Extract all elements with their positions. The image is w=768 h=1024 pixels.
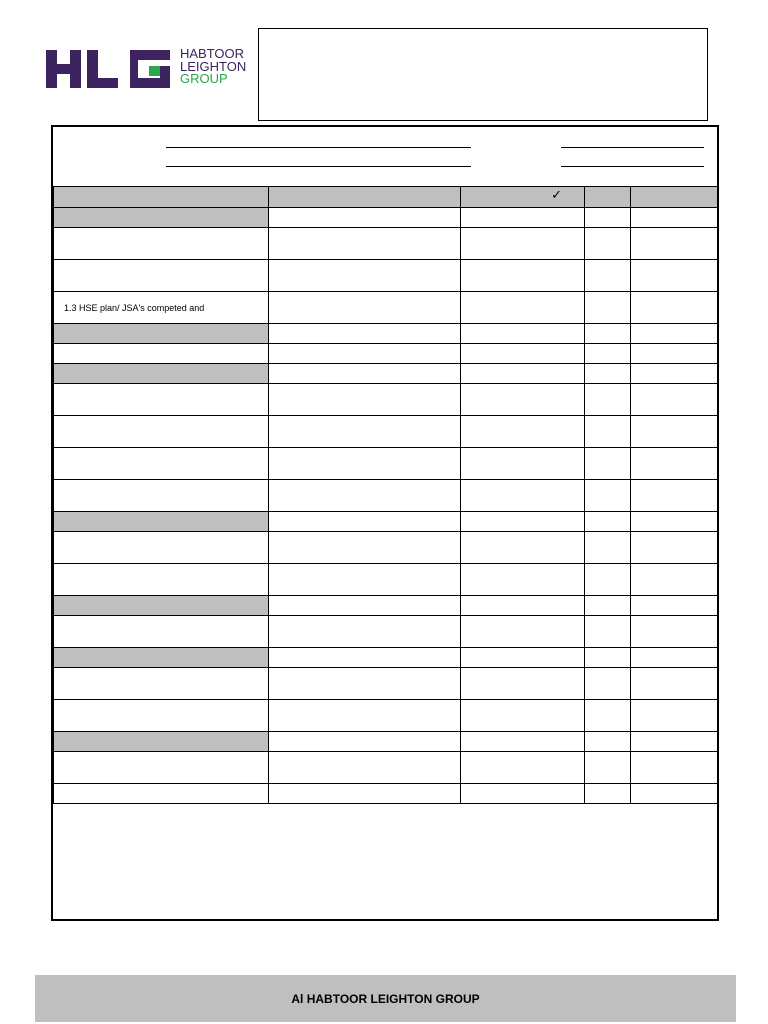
row-cell[interactable] <box>631 532 718 564</box>
table-row <box>54 784 718 804</box>
row-cell[interactable] <box>461 668 585 700</box>
row-label-cell <box>54 416 269 448</box>
row-cell[interactable] <box>269 732 461 752</box>
logo-line-2: LEIGHTON <box>180 58 247 74</box>
table-row <box>54 564 718 596</box>
row-cell[interactable] <box>585 260 631 292</box>
row-label-cell <box>54 596 269 616</box>
header-cell-item <box>54 187 269 208</box>
row-cell[interactable] <box>269 532 461 564</box>
row-cell[interactable] <box>631 480 718 512</box>
table-row <box>54 292 718 324</box>
row-label-cell <box>54 668 269 700</box>
row-cell[interactable] <box>631 648 718 668</box>
row-cell[interactable] <box>631 260 718 292</box>
row-label-cell <box>54 616 269 648</box>
row-cell[interactable] <box>585 480 631 512</box>
row-cell[interactable] <box>585 208 631 228</box>
row-cell[interactable] <box>631 784 718 804</box>
row-cell[interactable] <box>461 564 585 596</box>
row-cell[interactable] <box>269 564 461 596</box>
row-cell[interactable] <box>269 208 461 228</box>
row-cell[interactable] <box>269 344 461 364</box>
row-label <box>54 575 64 585</box>
row-cell[interactable] <box>631 448 718 480</box>
row-label-cell <box>54 480 269 512</box>
table-header-row <box>54 187 718 208</box>
row-cell[interactable] <box>461 480 585 512</box>
row-label-cell <box>54 228 269 260</box>
section-row <box>54 512 718 532</box>
row-label <box>54 491 64 501</box>
section-row <box>54 208 718 228</box>
row-cell[interactable] <box>631 700 718 732</box>
row-cell[interactable] <box>631 732 718 752</box>
row-cell[interactable] <box>631 292 718 324</box>
row-label-cell <box>54 512 269 532</box>
row-cell[interactable] <box>461 512 585 532</box>
row-cell[interactable] <box>585 668 631 700</box>
row-cell[interactable] <box>461 324 585 344</box>
row-cell[interactable] <box>461 384 585 416</box>
table-row <box>54 260 718 292</box>
table-row <box>54 532 718 564</box>
row-label-cell <box>54 732 269 752</box>
row-label <box>54 543 64 553</box>
row-label <box>54 737 64 747</box>
row-cell[interactable] <box>461 260 585 292</box>
table-row <box>54 616 718 648</box>
row-label: 1.3 HSE plan/ JSA's competed and <box>64 302 205 313</box>
row-cell[interactable] <box>585 616 631 648</box>
section-row <box>54 324 718 344</box>
row-label <box>54 711 64 721</box>
row-cell[interactable] <box>461 648 585 668</box>
section-row <box>54 732 718 752</box>
table-row <box>54 700 718 732</box>
row-cell[interactable] <box>269 480 461 512</box>
row-cell[interactable] <box>631 384 718 416</box>
row-cell[interactable] <box>269 700 461 732</box>
row-label-cell <box>54 700 269 732</box>
row-cell[interactable] <box>461 364 585 384</box>
row-cell[interactable] <box>269 416 461 448</box>
row-label <box>54 369 64 379</box>
footer-company-name: Al HABTOOR LEIGHTON GROUP <box>291 992 480 1006</box>
row-cell[interactable] <box>461 700 585 732</box>
row-label-cell <box>54 292 269 324</box>
form-field-line <box>166 166 471 167</box>
row-label-cell <box>54 752 269 784</box>
form-field-line <box>561 166 704 167</box>
section-row <box>54 364 718 384</box>
section-row <box>54 596 718 616</box>
row-cell[interactable] <box>269 292 461 324</box>
row-cell[interactable] <box>631 752 718 784</box>
row-label-cell <box>54 532 269 564</box>
row-cell[interactable] <box>585 384 631 416</box>
row-cell[interactable] <box>585 532 631 564</box>
row-label <box>54 459 64 469</box>
row-cell[interactable] <box>585 228 631 260</box>
row-cell[interactable] <box>461 532 585 564</box>
row-cell[interactable] <box>269 596 461 616</box>
row-cell[interactable] <box>585 648 631 668</box>
row-label-cell <box>54 648 269 668</box>
inspection-form <box>51 125 719 921</box>
row-cell[interactable] <box>269 512 461 532</box>
row-cell[interactable] <box>585 448 631 480</box>
row-cell[interactable] <box>461 208 585 228</box>
row-cell[interactable] <box>269 364 461 384</box>
row-cell[interactable] <box>461 732 585 752</box>
header-cell-check <box>461 187 585 208</box>
row-label-cell <box>54 260 269 292</box>
table-row <box>54 228 718 260</box>
row-cell[interactable] <box>585 292 631 324</box>
row-cell[interactable] <box>585 416 631 448</box>
row-label <box>54 239 64 249</box>
row-cell[interactable] <box>461 292 585 324</box>
row-label-cell <box>54 344 269 364</box>
row-cell[interactable] <box>631 344 718 364</box>
row-cell[interactable] <box>585 752 631 784</box>
row-label-cell <box>54 364 269 384</box>
document-title-box <box>258 28 708 121</box>
row-label <box>54 395 64 405</box>
row-label-cell <box>54 324 269 344</box>
row-cell[interactable] <box>269 784 461 804</box>
row-cell[interactable] <box>269 228 461 260</box>
row-cell[interactable] <box>269 616 461 648</box>
row-cell[interactable] <box>269 668 461 700</box>
row-label <box>54 601 64 611</box>
row-cell[interactable] <box>269 448 461 480</box>
row-label <box>54 349 64 359</box>
table-row <box>54 384 718 416</box>
row-cell[interactable] <box>631 416 718 448</box>
logo-line-1: HABTOOR <box>180 46 245 61</box>
form-field-line <box>166 147 471 148</box>
row-label <box>54 517 64 527</box>
row-label <box>54 213 64 223</box>
header-cell-remarks <box>631 187 718 208</box>
form-field-line <box>561 147 704 148</box>
row-cell[interactable] <box>631 364 718 384</box>
logo-line-3: GROUP <box>180 71 228 86</box>
table-row <box>54 480 718 512</box>
row-cell[interactable] <box>585 596 631 616</box>
row-cell[interactable] <box>631 668 718 700</box>
row-cell[interactable] <box>631 564 718 596</box>
row-label <box>54 763 64 773</box>
row-label-cell <box>54 384 269 416</box>
table-row <box>54 752 718 784</box>
row-cell[interactable] <box>461 228 585 260</box>
row-cell[interactable] <box>461 784 585 804</box>
checklist-table <box>53 186 718 804</box>
row-cell[interactable] <box>461 596 585 616</box>
row-cell[interactable] <box>461 752 585 784</box>
row-cell[interactable] <box>585 784 631 804</box>
row-cell[interactable] <box>585 700 631 732</box>
table-row <box>54 416 718 448</box>
row-label-cell <box>54 208 269 228</box>
row-cell[interactable] <box>585 324 631 344</box>
table-row <box>54 668 718 700</box>
row-cell[interactable] <box>585 564 631 596</box>
row-label <box>54 679 64 689</box>
row-label-cell <box>54 784 269 804</box>
checkmark-icon: ✓ <box>551 187 562 202</box>
row-cell[interactable] <box>631 208 718 228</box>
row-cell[interactable] <box>631 512 718 532</box>
row-cell[interactable] <box>631 324 718 344</box>
row-label-cell <box>54 448 269 480</box>
row-label-cell <box>54 564 269 596</box>
logo-wordmark <box>180 48 246 86</box>
footer-bar <box>35 975 736 1022</box>
comments-area <box>53 809 717 919</box>
row-cell[interactable] <box>269 648 461 668</box>
table-row <box>54 448 718 480</box>
row-cell[interactable] <box>461 448 585 480</box>
row-cell[interactable] <box>461 344 585 364</box>
row-label <box>54 789 64 799</box>
row-cell[interactable] <box>269 324 461 344</box>
row-cell[interactable] <box>269 752 461 784</box>
table-row <box>54 344 718 364</box>
row-label <box>54 627 64 637</box>
row-cell[interactable] <box>461 616 585 648</box>
row-cell[interactable] <box>585 344 631 364</box>
row-label <box>54 271 64 281</box>
header-cell-na <box>585 187 631 208</box>
row-label <box>54 329 64 339</box>
row-cell[interactable] <box>585 512 631 532</box>
row-cell[interactable] <box>585 732 631 752</box>
row-label <box>54 427 64 437</box>
row-cell[interactable] <box>585 364 631 384</box>
row-cell[interactable] <box>269 384 461 416</box>
row-cell[interactable] <box>461 416 585 448</box>
header-cell-description <box>269 187 461 208</box>
row-cell[interactable] <box>631 596 718 616</box>
section-row <box>54 648 718 668</box>
row-label <box>54 653 64 663</box>
row-cell[interactable] <box>631 228 718 260</box>
row-cell[interactable] <box>269 260 461 292</box>
row-cell[interactable] <box>631 616 718 648</box>
